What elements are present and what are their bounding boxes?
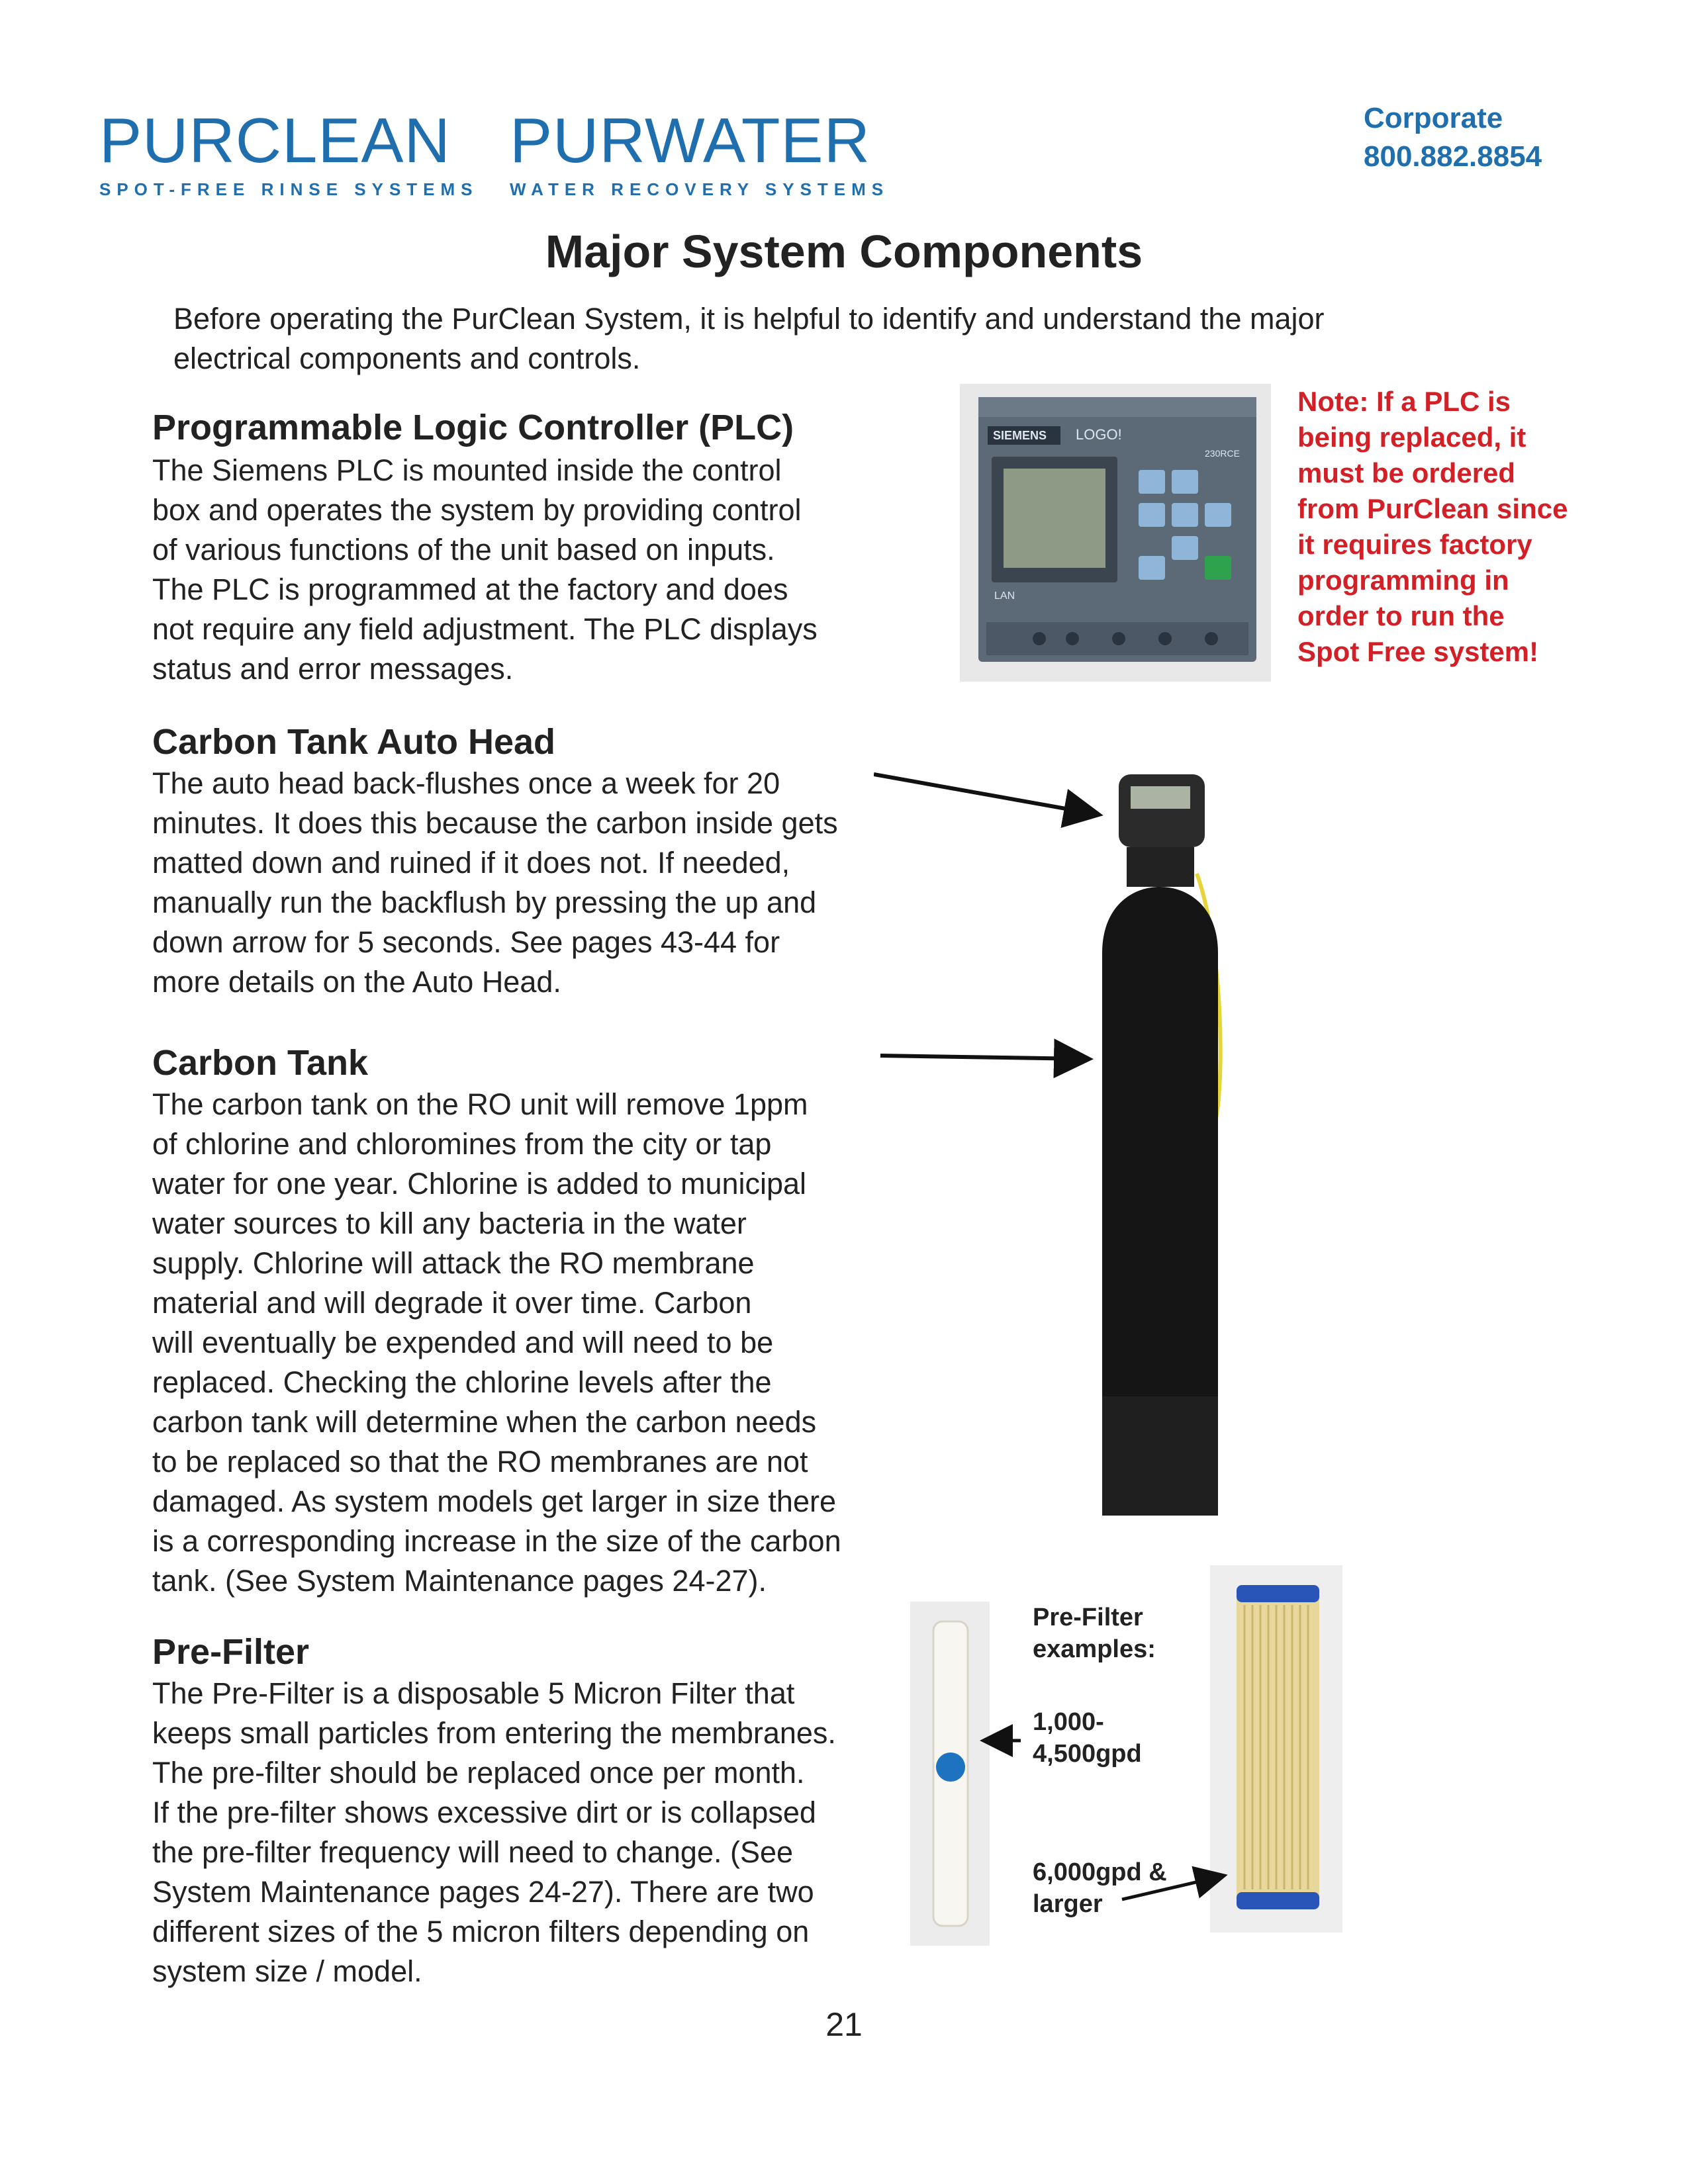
carbon-tank-line: of chlorine and chloromines from the city or tap — [152, 1127, 772, 1161]
prefilter-line: The Pre-Filter is a disposable 5 Micron Filter that — [152, 1676, 795, 1710]
plc-line: status and error messages. — [152, 652, 514, 686]
note-line: programming in — [1297, 565, 1509, 596]
small-prefilter-photo — [910, 1602, 990, 1946]
plc-line: not require any field adjustment. The PLC displays — [152, 612, 818, 646]
auto-head-heading: Carbon Tank Auto Head — [152, 722, 556, 762]
prefilter-heading: Pre-Filter — [152, 1632, 310, 1672]
prefilter-line: system size / model. — [152, 1954, 422, 1988]
plc-photo — [960, 384, 1271, 682]
carbon-tank-line: supply. Chlorine will attack the RO membrane — [152, 1246, 755, 1280]
plc-line: The Siemens PLC is mounted inside the control — [152, 453, 782, 487]
prefilter-line: different sizes of the 5 micron filters depending on — [152, 1915, 810, 1948]
plc-small-label: 230RCE — [1205, 448, 1240, 459]
prefilter-title-line: examples: — [1033, 1635, 1156, 1663]
prefilter-section — [152, 1631, 836, 1991]
plc-port-label: LAN — [994, 590, 1015, 602]
prefilter-line: The pre-filter should be replaced once per month. — [152, 1756, 805, 1790]
auto-head-line: The auto head back-flushes once a week for 20 — [152, 766, 780, 800]
plc-brand-label: SIEMENS — [993, 429, 1047, 442]
note-line: from PurClean since — [1297, 493, 1568, 524]
intro-line: Before operating the PurClean System, it is helpful to identify and understand the major — [173, 302, 1325, 336]
purwater-logo-name: PURWATER — [510, 105, 870, 176]
prefilter-small-line: 1,000- — [1033, 1708, 1104, 1736]
page-number: 21 — [825, 2006, 863, 2043]
carbon-tank-line: replaced. Checking the chlorine levels after the — [152, 1365, 772, 1399]
carbon-tank-line: The carbon tank on the RO unit will remove 1ppm — [152, 1087, 808, 1121]
plc-heading: Programmable Logic Controller (PLC) — [152, 408, 794, 447]
note-line: it requires factory — [1297, 529, 1532, 560]
note-line: order to run the — [1297, 600, 1505, 631]
carbon-tank-section — [152, 1042, 841, 1601]
plc-replacement-note — [1297, 384, 1642, 670]
plc-line: The PLC is programmed at the factory and does — [152, 572, 788, 606]
purclean-logo-name: PURCLEAN — [99, 105, 451, 176]
prefilter-large-line: 6,000gpd & — [1033, 1858, 1167, 1886]
auto-head-line: more details on the Auto Head. — [152, 965, 561, 999]
auto-head-line: matted down and ruined if it does not. If needed, — [152, 846, 790, 880]
prefilter-line: keeps small particles from entering the membranes. — [152, 1716, 836, 1750]
purwater-logo — [510, 105, 890, 200]
carbon-tank-photo — [874, 761, 1258, 1522]
intro-paragraph — [173, 299, 1458, 379]
carbon-tank-line: water for one year. Chlorine is added to municipal — [152, 1167, 807, 1201]
page-title: Major System Components — [545, 226, 1143, 277]
corporate-contact — [1364, 99, 1688, 176]
intro-line: electrical components and controls. — [173, 341, 641, 375]
prefilter-large-line: larger — [1033, 1890, 1103, 1918]
auto-head-line: minutes. It does this because the carbon inside gets — [152, 806, 838, 840]
purwater-logo-tagline: WATER RECOVERY SYSTEMS — [510, 179, 890, 199]
note-line: Spot Free system! — [1297, 636, 1539, 667]
prefilter-small-line: 4,500gpd — [1033, 1740, 1142, 1768]
carbon-tank-line: to be replaced so that the RO membranes are not — [152, 1445, 808, 1479]
carbon-tank-line: damaged. As system models get larger in size there — [152, 1484, 837, 1518]
note-line: being replaced, it — [1297, 422, 1526, 453]
prefilter-small-label — [1033, 1706, 1142, 1770]
prefilter-title-line: Pre-Filter — [1033, 1604, 1143, 1631]
prefilter-line: the pre-filter frequency will need to change. (See — [152, 1835, 794, 1869]
carbon-tank-line: carbon tank will determine when the carbon needs — [152, 1405, 817, 1439]
corporate-label: Corporate — [1364, 102, 1503, 134]
plc-section — [152, 407, 818, 689]
auto-head-line: manually run the backflush by pressing the up and — [152, 886, 817, 919]
auto-head-line: down arrow for 5 seconds. See pages 43-44 for — [152, 925, 780, 959]
carbon-tank-line: will eventually be expended and will need to be — [152, 1326, 774, 1359]
plc-line: of various functions of the unit based on inputs. — [152, 533, 775, 567]
carbon-tank-line: material and will degrade it over time. Carbon — [152, 1286, 752, 1320]
prefilter-line: If the pre-filter shows excessive dirt or is collapsed — [152, 1796, 816, 1829]
carbon-tank-heading: Carbon Tank — [152, 1043, 369, 1083]
prefilter-line: System Maintenance pages 24-27). There are two — [152, 1875, 814, 1909]
prefilter-examples-title — [1033, 1602, 1156, 1665]
plc-model-label: LOGO! — [1076, 426, 1122, 443]
auto-head-section — [152, 721, 838, 1002]
corporate-phone: 800.882.8854 — [1364, 140, 1542, 173]
note-line: Note: If a PLC is — [1297, 386, 1511, 417]
plc-line: box and operates the system by providing control — [152, 493, 802, 527]
purclean-logo — [99, 105, 479, 200]
note-line: must be ordered — [1297, 457, 1516, 488]
purclean-logo-tagline: SPOT-FREE RINSE SYSTEMS — [99, 179, 479, 199]
prefilter-large-label — [1033, 1856, 1167, 1920]
carbon-tank-line: is a corresponding increase in the size of the carbon — [152, 1524, 841, 1558]
carbon-tank-line: water sources to kill any bacteria in the water — [152, 1206, 747, 1240]
carbon-tank-line: tank. (See System Maintenance pages 24-27). — [152, 1564, 767, 1598]
